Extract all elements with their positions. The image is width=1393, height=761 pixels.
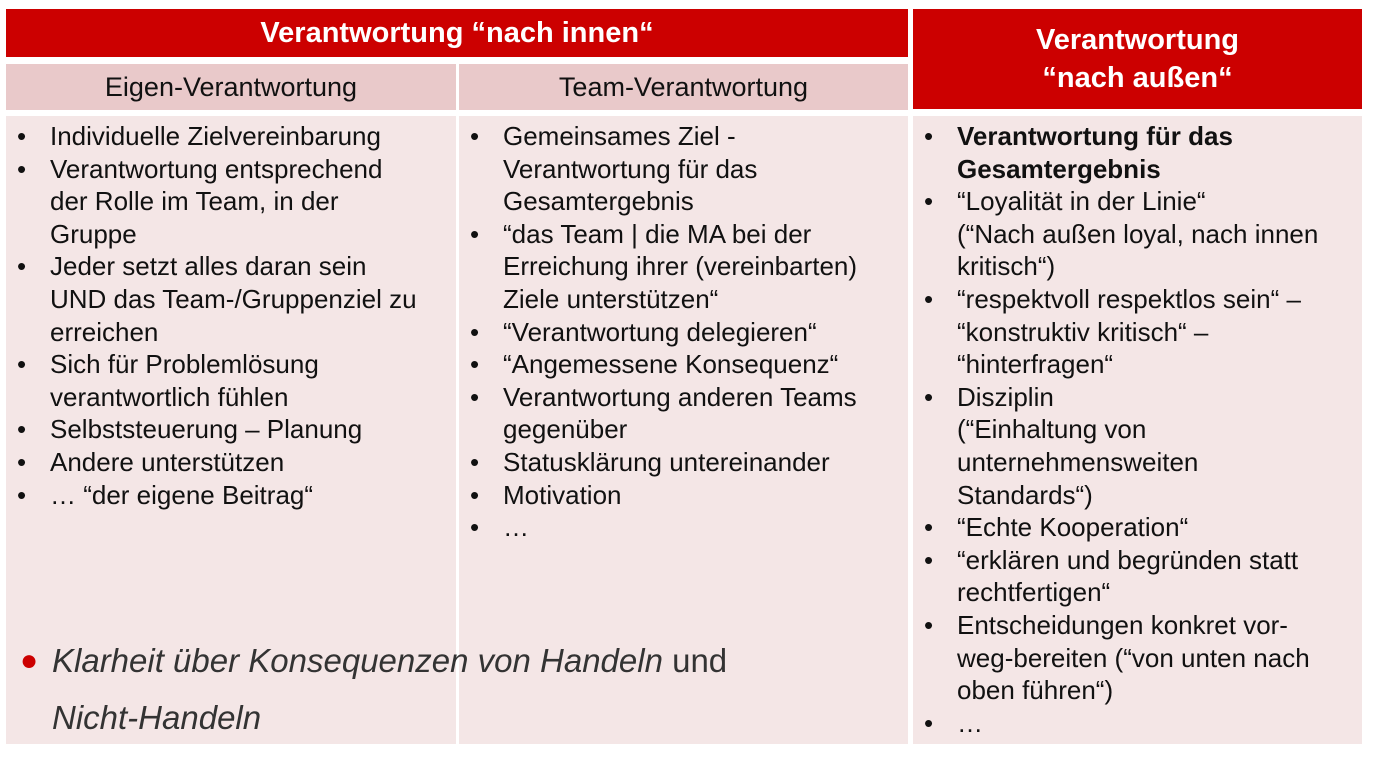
outer-responsibility-list <box>913 120 1362 739</box>
list-item: • “Echte Kooperation“ <box>913 511 1362 544</box>
list-item: • “Angemessene Konsequenz“ <box>459 348 908 381</box>
list-item: • … <box>913 707 1362 740</box>
list-item: • … “der eigene Beitrag“ <box>6 479 456 512</box>
team-responsibility-list <box>459 120 908 544</box>
statement-line-2 <box>6 689 886 746</box>
outer-responsibility-title-line2: “nach außen“ <box>1042 62 1233 94</box>
list-item: • “Loyalität in der Linie“ (“Nach außen loyal, nach innen kritisch“) <box>913 185 1362 283</box>
list-item: • Verantwortung entsprechend der Rolle im Team, in der Gruppe <box>6 153 456 251</box>
list-item: • Entscheidungen konkret vor- weg-bereiten (“von unten nach oben führen“) <box>913 609 1362 707</box>
list-item: • Andere unterstützen <box>6 446 456 479</box>
outer-responsibility-header <box>913 9 1362 109</box>
own-responsibility-list <box>6 120 456 511</box>
statement-italic-2: Nicht-Handeln <box>52 699 262 736</box>
list-item: • Verantwortung für das Gesamtergebnis <box>913 120 1362 185</box>
list-item: • “das Team | die MA bei der Erreichung ihrer (vereinbarten) Ziele unterstützen“ <box>459 218 908 316</box>
list-item: • Verantwortung anderen Teams gegenüber <box>459 381 908 446</box>
inner-responsibility-title: Verantwortung “nach innen“ <box>260 17 654 49</box>
statement-italic-1: Klarheit über Konsequenzen von Handeln <box>52 642 663 679</box>
team-responsibility-subheader <box>459 64 908 110</box>
statement-normal: und <box>662 642 728 679</box>
list-item: • Statusklärung untereinander <box>459 446 908 479</box>
red-bullet-icon: ● <box>20 644 39 677</box>
list-item: • Disziplin (“Einhaltung von unternehmensweiten Standards“) <box>913 381 1362 511</box>
list-item: • … <box>459 511 908 544</box>
list-item: • “Verantwortung delegieren“ <box>459 316 908 349</box>
outer-responsibility-title-line1: Verantwortung <box>1035 24 1239 56</box>
statement-line-1 <box>6 632 886 689</box>
inner-responsibility-header <box>6 9 908 57</box>
list-item: • Selbststeuerung – Planung <box>6 413 456 446</box>
list-item: • “respektvoll respektlos sein“ – “konstruktiv kritisch“ – “hinterfragen“ <box>913 283 1362 381</box>
list-item: • Sich für Problemlösung verantwortlich fühlen <box>6 348 456 413</box>
consequences-statement <box>6 632 886 746</box>
list-item: • Motivation <box>459 479 908 512</box>
team-responsibility-label: Team-Verantwortung <box>558 71 809 102</box>
own-responsibility-label: Eigen-Verantwortung <box>104 71 358 102</box>
own-responsibility-subheader <box>6 64 456 110</box>
list-item: • Jeder setzt alles daran sein UND das Team-/Gruppenziel zu erreichen <box>6 250 456 348</box>
list-item: • “erklären und begründen statt rechtfertigen“ <box>913 544 1362 609</box>
list-item: • Gemeinsames Ziel - Verantwortung für das Gesamtergebnis <box>459 120 908 218</box>
list-item: • Individuelle Zielvereinbarung <box>6 120 456 153</box>
